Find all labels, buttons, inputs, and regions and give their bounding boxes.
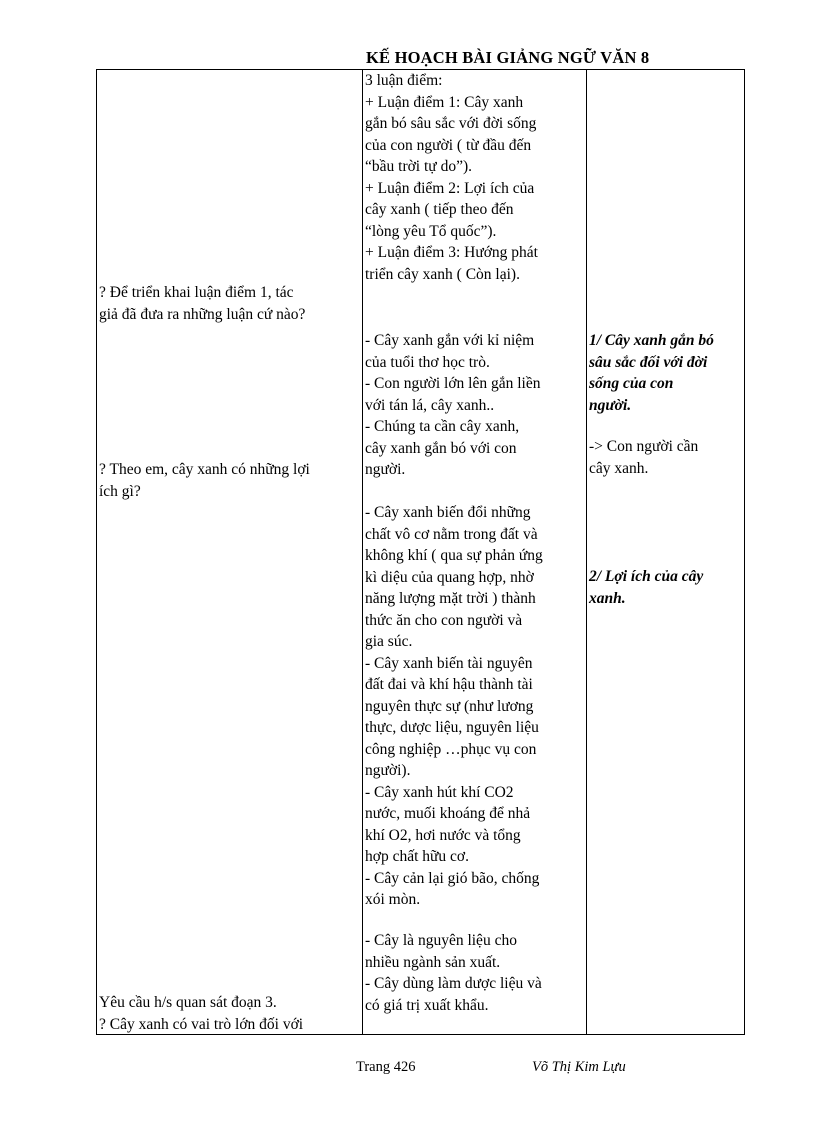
board-heading-1: 1/ Cây xanh gắn bó sâu sắc đối với đời sống của con người. [589,332,714,414]
board-note-1: -> Con người cần cây xanh. [589,438,699,477]
question-2: ? Theo em, cây xanh có những lợi ích gì? [99,461,310,500]
board-heading-2: 2/ Lợi ích của cây xanh. [589,568,704,607]
question-1: ? Để triển khai luận điểm 1, tác giả đã đưa ra những luận cứ nào? [99,284,306,323]
answer-block-1: 3 luận điểm: + Luận điểm 1: Cây xanh gắn bó sâu sắc với đời sống của con người ( từ đầu đến “bầu trời tự do”). + Luận điểm 2: Lợi ích của cây xanh ( tiếp theo đến “lòng yêu Tổ quốc”). + Luận điểm 3: Hướng phát triển cây xanh ( Còn lại). [365,72,538,283]
author-name: Võ Thị Kim Lựu [532,1059,626,1075]
lesson-table [96,69,745,1035]
column-divider-1 [362,70,363,1034]
answer-block-4: - Cây là nguyên liệu cho nhiều ngành sản xuất. - Cây dùng làm dược liệu và có giá trị xuất khẩu. [365,932,542,1014]
page-title: KẾ HOẠCH BÀI GIẢNG NGỮ VĂN 8 [366,48,650,67]
answer-block-3: - Cây xanh biến đổi những chất vô cơ nằm trong đất và không khí ( qua sự phản ứng kì diệu của quang hợp, nhờ năng lượng mặt trời ) thành thức ăn cho con người và gia súc. - Cây xanh biến tài nguyên đất đai và khí hậu thành tài nguyên thực sự (như lương thực, dược liệu, nguyên liệu công nghiệp …phục vụ con người). - Cây xanh hút khí CO2 nước, muối khoáng để nhả khí O2, hơi nước và tổng hợp chất hữu cơ. - Cây cản lại gió bão, chống xói mòn. [365,504,543,908]
column-divider-2 [586,70,587,1034]
page-number: Trang 426 [356,1059,416,1075]
answer-block-2: - Cây xanh gắn với kỉ niệm của tuổi thơ học trò. - Con người lớn lên gắn liền với tán lá, cây xanh.. - Chúng ta cần cây xanh, cây xanh gắn bó với con người. [365,332,541,478]
question-3: Yêu cầu h/s quan sát đoạn 3. ? Cây xanh có vai trò lớn đối với [99,994,304,1033]
